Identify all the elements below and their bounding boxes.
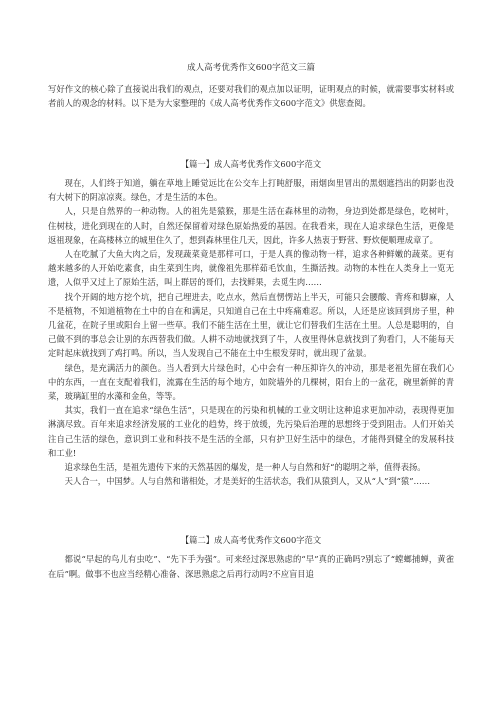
- section-one-paragraph: 天人合一，中国梦。人与自然和谐相处，才是美好的生活状态，我们从猿到人，又从“人”到“猿”……: [64, 476, 431, 487]
- section-one-paragraph: 人，只是自然界的一种动物。人的祖先是猿猴，那是生活在森林里的动物，身边到处都是绿色，吃树叶，住树枝，进化到现在的人时，自然还保留着对绿色原始热爱的基因。在我看来，现在人追求绿色生活，更像是返祖现象，在高楼林立的城里住久了，想到森林里住几天，因此，许多人热衷于野营、野炊便顺理成章了。: [48, 206, 454, 245]
- section-two-heading: 【篇二】成人高考优秀作文600字范文: [180, 535, 322, 546]
- section-one-paragraph: 现在，人们终于知道，躺在草地上睡觉远比在公交车上打盹舒服，雨烟囱里冒出的黑烟遮挡出的阴影也没有大树下的阴凉凉爽。绿色，才是生活的本色。: [48, 178, 454, 203]
- section-two-paragraph: 都说“早起的鸟儿有虫吃”、“先下手为强”。可来经过深思熟虑的“早”真的正确吗?别忘了“螳螂捕蝉，黄雀在后”啊。做事不也应当经精心准备、深思熟虑之后再行动吗?不应盲目追: [48, 554, 454, 579]
- section-one: [48, 158, 454, 488]
- section-one-paragraph: 绿色，是充满活力的颜色。当人看到大片绿色时，心中会有一种压抑许久的冲动，那是老祖先留在我们心中的东西，一直在支配着我们，流露在生活的每个地方，如院墙外的几棵树，阳台上的一盆花，碗里新鲜的青菜，玻璃缸里的水藻和金鱼，等等。: [48, 362, 454, 402]
- section-one-paragraph: 找个开阔的地方挖个坑，把自己埋进去，吃点水，然后直愣愣站上半天，可能只会腰酸、背疼和脚麻，人不是植物，不知道植物在土中的自在和满足，只知道自己在土中疼痛难忍。所以，人还是应该回到房子里，种几盆花，在院子里或阳台上留一些草。我们不能生活在土里，就让它们替我们生活在土里。人总是聪明的，自己做不到的事总会让别的东西替我们做。人耕不动地就找到了牛，人夜里得休息就找到了狗看门，人不能每天定时起床就找到了鸡打鸣。所以，当人发现自己不能在土中生根发芽时，就出现了盆景。: [48, 291, 454, 359]
- section-one-paragraph: 其实，我们一直在追求“绿色生活”，只是现在的污染和机械的工业文明让这种追求更加冲动，表现得更加淋漓尽致。百年来追求经济发展的工业化的趋势，终于放缓，先污染后治理的思想终于受到阻击。人们开始关注自己生活的绿色，意识到工业和科技不是生活的全部，只有护卫好生活中的绿色，才能得到健全的发展科技和工业!: [48, 405, 454, 458]
- section-two: [48, 534, 454, 580]
- section-one-paragraph: 追求绿色生活，是祖先遗传下来的天然基因的爆发，是一种人与自然和好“的聪明之举，值得表扬。: [64, 462, 426, 473]
- document-title: 成人高考优秀作文600字范文三篇: [186, 63, 316, 73]
- intro-paragraph: 写好作文的核心除了直接说出我们的观点，还要对我们的观点加以证明，证明观点的时候，就需要事实材料或者前人的观念的材料。以下是为大家整理的《成人高考优秀作文600字范文》供您查阅。: [48, 84, 454, 108]
- section-one-heading: 【篇一】成人高考优秀作文600字范文: [180, 159, 322, 169]
- section-one-paragraph: 人在吃腻了大鱼大肉之后，发现蔬菜竟是那样可口，于是人真的像动物一样，追求各种鲜嫩的蔬菜。更有越来越多的人开始吃素食，由生菜到生肉，就像祖先那样茹毛饮血，生撕活拽。动物的本性在人类身上一览无遗，人似乎又过上了原始生活，叫上群居的哥们，去找鲜果，去觅生肉……: [48, 249, 454, 288]
